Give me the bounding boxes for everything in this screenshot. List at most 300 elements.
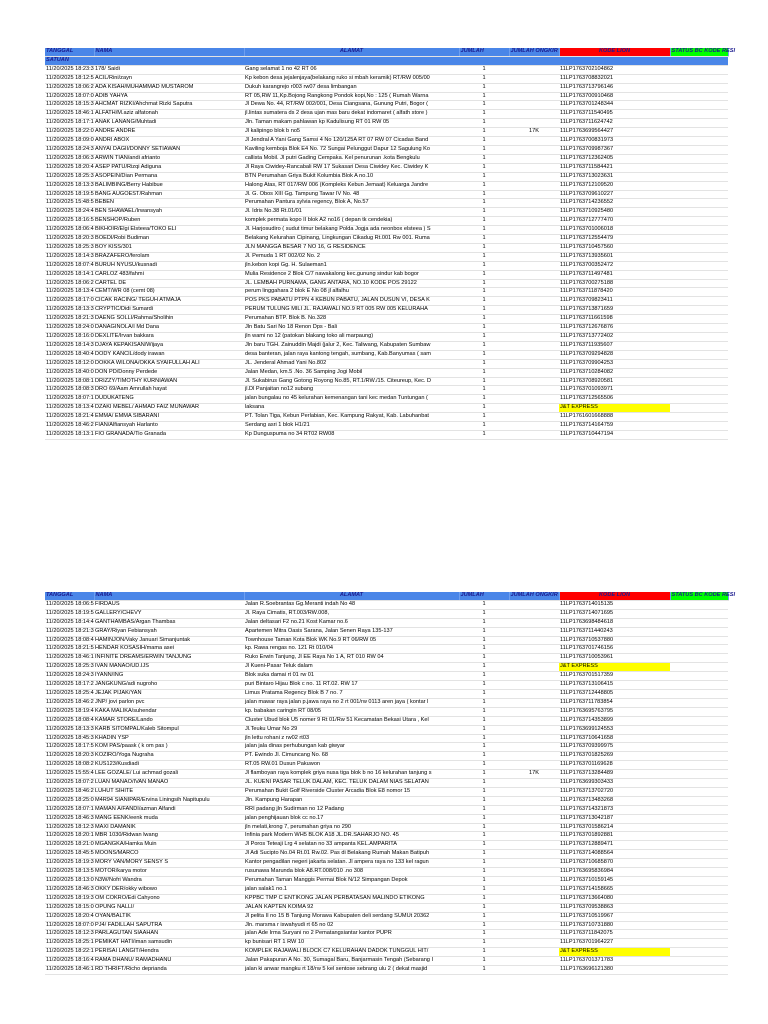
- cell-qty[interactable]: 1: [459, 672, 509, 681]
- cell-address[interactable]: Jln. marsma r iswahyudi rt 65 no 02: [244, 921, 459, 930]
- cell-code[interactable]: 11LP1763710519967: [559, 912, 670, 921]
- table-row[interactable]: [45, 707, 728, 716]
- cell-name[interactable]: FIRDAUS: [94, 600, 244, 609]
- cell-status[interactable]: [670, 663, 728, 672]
- cell-date[interactable]: 11/20/2025 15:55:4: [45, 770, 94, 779]
- cell-date[interactable]: 11/20/2025 18:13:3: [45, 725, 94, 734]
- cell-date[interactable]: 11/20/2025 18:20:1: [45, 832, 94, 841]
- cell-code[interactable]: 11LP1763713772402: [559, 333, 670, 342]
- cell-date[interactable]: 11/20/2025 18:24:4: [45, 208, 94, 217]
- cell-qty[interactable]: 1: [459, 430, 509, 439]
- cell-code[interactable]: 11LP1763711842075: [559, 930, 670, 939]
- cell-status[interactable]: [670, 83, 728, 92]
- cell-address[interactable]: Ruko Erwin Tanjung, Jl EE Raya No 1 A, RT 010 RW 04: [244, 654, 459, 663]
- cell-status[interactable]: [670, 199, 728, 208]
- cell-status[interactable]: [670, 306, 728, 315]
- cell-status[interactable]: [670, 725, 728, 734]
- cell-name[interactable]: RAMA DHANU/ RAMADHANU: [94, 957, 244, 966]
- cell-ongkir[interactable]: 17K: [509, 128, 559, 137]
- cell-status[interactable]: [670, 841, 728, 850]
- cell-ongkir[interactable]: [509, 199, 559, 208]
- cell-code[interactable]: 11LP1763711783854: [559, 698, 670, 707]
- cell-ongkir[interactable]: [509, 921, 559, 930]
- cell-status[interactable]: [670, 885, 728, 894]
- cell-ongkir[interactable]: [509, 930, 559, 939]
- cell-status[interactable]: [670, 252, 728, 261]
- cell-date[interactable]: 11/20/2025 18:20:4: [45, 163, 94, 172]
- cell-ongkir[interactable]: [509, 850, 559, 859]
- cell-qty[interactable]: 1: [459, 832, 509, 841]
- cell-address[interactable]: Jl. G. Obos XIII Gg. Tampung Tawar IV No. 48: [244, 190, 459, 199]
- cell-date[interactable]: 11/20/2025 18:25:1: [45, 939, 94, 948]
- cell-ongkir[interactable]: [509, 903, 559, 912]
- table-row[interactable]: [45, 859, 728, 868]
- cell-date[interactable]: 11/20/2025 18:07:2: [45, 779, 94, 788]
- cell-code[interactable]: 11LP1763709294828: [559, 350, 670, 359]
- cell-address[interactable]: Serdang asri 1 blok H1/21: [244, 422, 459, 431]
- cell-status[interactable]: [670, 288, 728, 297]
- cell-date[interactable]: 11/20/2025 18:12:5: [45, 74, 94, 83]
- cell-address[interactable]: jalan Ade Irma Suryani no 2 Pematangsiantar kantor PUPR: [244, 930, 459, 939]
- header-date[interactable]: TANGGAL: [45, 592, 94, 600]
- cell-code[interactable]: 11LP1763714071695: [559, 609, 670, 618]
- cell-address[interactable]: kp bunisari RT 1 RW 10: [244, 939, 459, 948]
- cell-address[interactable]: jln lettu rohani z rw02 rt03: [244, 734, 459, 743]
- cell-qty[interactable]: 1: [459, 636, 509, 645]
- cell-code[interactable]: 11LP1763714321873: [559, 805, 670, 814]
- cell-code[interactable]: 11LP1763700275188: [559, 279, 670, 288]
- cell-date[interactable]: 11/20/2025 18:17:1: [45, 119, 94, 128]
- cell-name[interactable]: ARWIN TIAN/andi afrianto: [94, 154, 244, 163]
- cell-name[interactable]: DEXLITE/Irvan bakkara: [94, 333, 244, 342]
- cell-address[interactable]: Kp kebon desa jejalenjaya(belakang ruko si mbah keramik) RT/RW 005/00: [244, 74, 459, 83]
- cell-code[interactable]: 11LP1763699124553: [559, 725, 670, 734]
- cell-name[interactable]: MOTOR/karya motor: [94, 868, 244, 877]
- cell-qty[interactable]: 1: [459, 948, 509, 957]
- cell-ongkir[interactable]: [509, 208, 559, 217]
- table-row[interactable]: [45, 868, 728, 877]
- table-row[interactable]: [45, 92, 728, 101]
- cell-name[interactable]: DRIZZY/TIMOTHY KURNIAWAN: [94, 377, 244, 386]
- cell-code[interactable]: 11LP1763709823411: [559, 297, 670, 306]
- cell-name[interactable]: KAMAR STORE/Lando: [94, 716, 244, 725]
- cell-address[interactable]: laksana: [244, 404, 459, 413]
- cell-status[interactable]: [670, 261, 728, 270]
- cell-address[interactable]: desa banteran, jalan raya kantong tengah, sumbang, Kab.Banyumas ( sam: [244, 350, 459, 359]
- cell-name[interactable]: KARB SITOMPAL/Kaleb Sitompul: [94, 725, 244, 734]
- cell-code[interactable]: 11LP1763712565506: [559, 395, 670, 404]
- table-row[interactable]: [45, 430, 728, 439]
- cell-date[interactable]: 11/20/2025 18:08:1: [45, 377, 94, 386]
- cell-ongkir[interactable]: [509, 422, 559, 431]
- cell-status[interactable]: [670, 707, 728, 716]
- cell-date[interactable]: 11/20/2025 18:46:3: [45, 885, 94, 894]
- table-row[interactable]: [45, 359, 728, 368]
- cell-date[interactable]: 11/20/2025 18:21:5: [45, 645, 94, 654]
- table-row[interactable]: [45, 279, 728, 288]
- cell-qty[interactable]: 1: [459, 850, 509, 859]
- cell-name[interactable]: CRYPTIC/Didi Sumardi: [94, 306, 244, 315]
- cell-ongkir[interactable]: [509, 725, 559, 734]
- cell-code[interactable]: 11LP1763710053961: [559, 654, 670, 663]
- cell-code[interactable]: 11LP1763713483268: [559, 796, 670, 805]
- cell-qty[interactable]: 1: [459, 190, 509, 199]
- cell-qty[interactable]: 1: [459, 734, 509, 743]
- cell-qty[interactable]: 1: [459, 716, 509, 725]
- cell-date[interactable]: 11/20/2025 18:19:5: [45, 609, 94, 618]
- cell-qty[interactable]: 1: [459, 217, 509, 226]
- table-row[interactable]: [45, 413, 728, 422]
- cell-ongkir[interactable]: [509, 270, 559, 279]
- cell-ongkir[interactable]: [509, 395, 559, 404]
- header-status[interactable]: STATUS BC KODE RESI: [670, 48, 728, 56]
- cell-date[interactable]: 11/20/2025 18:40:0: [45, 368, 94, 377]
- cell-date[interactable]: 11/20/2025 15:48:5: [45, 199, 94, 208]
- table-row[interactable]: [45, 324, 728, 333]
- cell-status[interactable]: [670, 145, 728, 154]
- cell-code[interactable]: 11LP1763708920581: [559, 377, 670, 386]
- cell-qty[interactable]: 1: [459, 609, 509, 618]
- cell-name[interactable]: MORY VAN/MORY SENSY S: [94, 859, 244, 868]
- header-status[interactable]: STATUS BC KODE RESI: [670, 592, 728, 600]
- cell-address[interactable]: jalan salak1 no.1: [244, 885, 459, 894]
- cell-date[interactable]: 11/20/2025 18:14:1: [45, 270, 94, 279]
- cell-status[interactable]: [670, 921, 728, 930]
- cell-qty[interactable]: 1: [459, 903, 509, 912]
- cell-name[interactable]: KOM PAS/paask ( k om pas ): [94, 743, 244, 752]
- cell-address[interactable]: jalan bungalau no 45 kelurahan kemenangan tani kec medan Tuntungan (: [244, 395, 459, 404]
- table-row[interactable]: [45, 698, 728, 707]
- cell-address[interactable]: Jln. Taman makam pahlawan kp Kadulisung RT 01 RW 05: [244, 119, 459, 128]
- table-row[interactable]: [45, 243, 728, 252]
- cell-code[interactable]: 11LP1763714164759: [559, 422, 670, 431]
- cell-code[interactable]: 11LP1763701169628: [559, 761, 670, 770]
- cell-address[interactable]: kp. Rawa rengas no. 121 Rt 010/04: [244, 645, 459, 654]
- cell-date[interactable]: 11/20/2025 18:17:5: [45, 743, 94, 752]
- cell-date[interactable]: 11/20/2025 18:46:2: [45, 422, 94, 431]
- table-row[interactable]: [45, 761, 728, 770]
- cell-name[interactable]: M4R94 SIANIPAR/Ervina Liningsih Napitupulu: [94, 796, 244, 805]
- cell-ongkir[interactable]: [509, 627, 559, 636]
- header-date[interactable]: TANGGAL: [45, 48, 94, 56]
- cell-ongkir[interactable]: [509, 681, 559, 690]
- cell-ongkir[interactable]: [509, 137, 559, 146]
- cell-status[interactable]: [670, 618, 728, 627]
- cell-address[interactable]: Jalan Pakapuran A No. 30, Sumagal Baru, Banjarmasin Tengah (Sebarang I: [244, 957, 459, 966]
- cell-address[interactable]: Jl. Sukabirus Gang Gotong Royong No.85, RT.1/RW./15. Citeureup, Kec. D: [244, 377, 459, 386]
- cell-ongkir[interactable]: [509, 368, 559, 377]
- cell-code[interactable]: 11LP1763695836984: [559, 868, 670, 877]
- cell-date[interactable]: 11/20/2025 18:19:4: [45, 707, 94, 716]
- cell-status[interactable]: [670, 297, 728, 306]
- table-row[interactable]: [45, 190, 728, 199]
- cell-code[interactable]: 11LP1763714236552: [559, 199, 670, 208]
- cell-address[interactable]: Cluster Ubud blok U5 nomer 9 Rt 01/Rw 51 Kecamatan Bekasi Utara , Kel: [244, 716, 459, 725]
- cell-code[interactable]: 11LP1763713796146: [559, 83, 670, 92]
- cell-qty[interactable]: 1: [459, 770, 509, 779]
- cell-status[interactable]: [670, 226, 728, 235]
- cell-address[interactable]: POS PKS PABATU PTPN 4 KEBUN PABATU, JALAN DUSUN VI, DESA K: [244, 297, 459, 306]
- cell-date[interactable]: 11/20/2025 18:06:3: [45, 154, 94, 163]
- cell-name[interactable]: BENSHOP/Ruben: [94, 217, 244, 226]
- cell-date[interactable]: 11/20/2025 18:46:3: [45, 814, 94, 823]
- cell-qty[interactable]: 1: [459, 368, 509, 377]
- cell-ongkir[interactable]: [509, 645, 559, 654]
- cell-date[interactable]: 11/20/2025 18:20:3: [45, 235, 94, 244]
- cell-address[interactable]: Gang selamat 1 no 42 RT 06: [244, 65, 459, 74]
- table-row[interactable]: [45, 930, 728, 939]
- cell-status[interactable]: [670, 654, 728, 663]
- cell-name[interactable]: PJ4/ FADILLAH SAPUTRA: [94, 921, 244, 930]
- cell-address[interactable]: jln wami no 12 (patokan blakang toko ali marpaung): [244, 333, 459, 342]
- cell-ongkir[interactable]: [509, 689, 559, 698]
- table-row[interactable]: [45, 957, 728, 966]
- cell-address[interactable]: Halong Atas, RT 017/RW 006 (Kompleks Kebun Jemaat) Keluarga Jandre: [244, 181, 459, 190]
- cell-code[interactable]: 11LP1763714158665: [559, 885, 670, 894]
- cell-name[interactable]: FIO GRANADA/Tio Granada: [94, 430, 244, 439]
- cell-address[interactable]: rusunawa Marunda blok A8.RT.008/010 .no 308: [244, 868, 459, 877]
- table-row[interactable]: [45, 787, 728, 796]
- cell-code[interactable]: 11LP1763710537880: [559, 636, 670, 645]
- table-row[interactable]: [45, 128, 728, 137]
- cell-name[interactable]: GRAY/Riyan Febiansyah: [94, 627, 244, 636]
- cell-name[interactable]: ANDRE ANDRE: [94, 128, 244, 137]
- cell-status[interactable]: [670, 939, 728, 948]
- table-row[interactable]: [45, 341, 728, 350]
- cell-name[interactable]: DOKKA WILONA/OKKA SYAIFULLAH ALI: [94, 359, 244, 368]
- cell-ongkir[interactable]: [509, 796, 559, 805]
- cell-ongkir[interactable]: [509, 181, 559, 190]
- cell-qty[interactable]: 1: [459, 912, 509, 921]
- cell-qty[interactable]: 1: [459, 377, 509, 386]
- cell-ongkir[interactable]: [509, 279, 559, 288]
- cell-name[interactable]: HENDAR KOSASIH/mama asei: [94, 645, 244, 654]
- cell-qty[interactable]: 1: [459, 877, 509, 886]
- cell-address[interactable]: Apartemen Mitra Oasis Sarana, Jalan Senen Raya 135-137: [244, 627, 459, 636]
- cell-status[interactable]: [670, 395, 728, 404]
- cell-status[interactable]: [670, 796, 728, 805]
- cell-status[interactable]: [670, 645, 728, 654]
- cell-qty[interactable]: 1: [459, 894, 509, 903]
- cell-status[interactable]: [670, 930, 728, 939]
- cell-name[interactable]: EMMA/ EMMA SIBARANI: [94, 413, 244, 422]
- cell-address[interactable]: Mulia Residence 2 Blok C/7 nawakalong kec.gunung sindur kab bogor: [244, 270, 459, 279]
- cell-name[interactable]: DZAKI MEBEL/ AHMAD FAIZ MUNAWAR: [94, 404, 244, 413]
- cell-status[interactable]: [670, 154, 728, 163]
- cell-date[interactable]: 11/20/2025 18:46:1: [45, 110, 94, 119]
- cell-qty[interactable]: 1: [459, 333, 509, 342]
- cell-qty[interactable]: 1: [459, 413, 509, 422]
- cell-status[interactable]: [670, 609, 728, 618]
- cell-qty[interactable]: 1: [459, 226, 509, 235]
- cell-name[interactable]: ADA KISAH/MUHAMMAD MUSTAROM: [94, 83, 244, 92]
- cell-address[interactable]: JLN MANGGA BESAR 7 NO 16, G RESIDENCE: [244, 243, 459, 252]
- table-row[interactable]: [45, 600, 728, 609]
- cell-code[interactable]: 11LP1763711661598: [559, 315, 670, 324]
- cell-address[interactable]: Jl. Idris No.38 Rt.01/01: [244, 208, 459, 217]
- cell-date[interactable]: 11/20/2025 18:23:3: [45, 65, 94, 74]
- cell-status[interactable]: [670, 859, 728, 868]
- cell-code[interactable]: 11LP1763701006018: [559, 226, 670, 235]
- cell-status[interactable]: [670, 779, 728, 788]
- cell-date[interactable]: 11/20/2025 18:14:3: [45, 252, 94, 261]
- cell-address[interactable]: jln.kebon kopi Gg. H. Sulaeman1: [244, 261, 459, 270]
- cell-name[interactable]: JANGKUNG/adi nugroho: [94, 681, 244, 690]
- cell-ongkir[interactable]: [509, 226, 559, 235]
- cell-code[interactable]: 11LP1763711497481: [559, 270, 670, 279]
- cell-qty[interactable]: 1: [459, 128, 509, 137]
- cell-name[interactable]: GANTHAMBAS/Argan Thambas: [94, 618, 244, 627]
- cell-qty[interactable]: 1: [459, 235, 509, 244]
- cell-address[interactable]: jalan mawar raya jalan p.jawa raya no 2 rt 001/rw 0113 aren jaya ( kontar l: [244, 698, 459, 707]
- cell-qty[interactable]: 1: [459, 270, 509, 279]
- table-row[interactable]: [45, 101, 728, 110]
- cell-status[interactable]: [670, 217, 728, 226]
- cell-qty[interactable]: 1: [459, 110, 509, 119]
- cell-code[interactable]: 11LP1763710641658: [559, 734, 670, 743]
- cell-status[interactable]: [670, 386, 728, 395]
- cell-qty[interactable]: 1: [459, 752, 509, 761]
- cell-name[interactable]: RD THRIFT/Richo deprianda: [94, 966, 244, 975]
- cell-date[interactable]: 11/20/2025 18:08:4: [45, 636, 94, 645]
- cell-status[interactable]: [670, 315, 728, 324]
- cell-name[interactable]: DJAYA KEPAKISAN/Wijaya: [94, 341, 244, 350]
- cell-ongkir[interactable]: [509, 235, 559, 244]
- cell-qty[interactable]: 1: [459, 814, 509, 823]
- cell-date[interactable]: 11/20/2025 18:06:4: [45, 226, 94, 235]
- cell-status[interactable]: [670, 716, 728, 725]
- cell-code[interactable]: 11LP1763711935607: [559, 341, 670, 350]
- cell-qty[interactable]: 1: [459, 841, 509, 850]
- cell-ongkir[interactable]: 17K: [509, 770, 559, 779]
- cell-name[interactable]: IYANN/ING: [94, 672, 244, 681]
- cell-address[interactable]: PT. Ewindo Jl. Cimuncang No. 68: [244, 752, 459, 761]
- table-row[interactable]: [45, 288, 728, 297]
- cell-status[interactable]: [670, 422, 728, 431]
- cell-date[interactable]: 11/20/2025 18:13:3: [45, 181, 94, 190]
- table-row[interactable]: [45, 422, 728, 431]
- cell-address[interactable]: BTN Perumahan Griya Bukit Kolumbia Blok A no.10: [244, 172, 459, 181]
- cell-code[interactable]: 11LP1763714015135: [559, 600, 670, 609]
- cell-ongkir[interactable]: [509, 154, 559, 163]
- table-row[interactable]: [45, 172, 728, 181]
- cell-name[interactable]: AHCMAT RIZKI/Ahchmat Rizki Saputra: [94, 101, 244, 110]
- cell-code[interactable]: 11LP1763711624742: [559, 119, 670, 128]
- cell-code[interactable]: 11LP1763710284082: [559, 368, 670, 377]
- cell-code[interactable]: 11LP1763698484618: [559, 618, 670, 627]
- cell-date[interactable]: 11/20/2025 18:19:3: [45, 894, 94, 903]
- cell-date[interactable]: 11/20/2025 18:13:5: [45, 868, 94, 877]
- cell-ongkir[interactable]: [509, 885, 559, 894]
- cell-date[interactable]: 11/20/2025 18:12:3: [45, 930, 94, 939]
- cell-code[interactable]: 11LP1763701517359: [559, 672, 670, 681]
- cell-name[interactable]: KUS123/Kusdiadi: [94, 761, 244, 770]
- cell-date[interactable]: 11/20/2025 18:07:4: [45, 261, 94, 270]
- table-row[interactable]: [45, 83, 728, 92]
- table-row[interactable]: [45, 404, 728, 413]
- cell-address[interactable]: Jl. Harjosudiro ( sudut timur belakang Polda Jogja ada neonbox elsteea ) S: [244, 226, 459, 235]
- cell-status[interactable]: [670, 279, 728, 288]
- table-row[interactable]: [45, 850, 728, 859]
- cell-qty[interactable]: 1: [459, 145, 509, 154]
- cell-code[interactable]: 11LP1763701964227: [559, 939, 670, 948]
- cell-address[interactable]: KPPBC TMP C ENTIKONG JALAN PERBATASAN MALINDO ETIKONG: [244, 894, 459, 903]
- table-row[interactable]: [45, 663, 728, 672]
- cell-code[interactable]: J&T EXPRESS: [559, 948, 670, 957]
- cell-date[interactable]: 11/20/2025 18:45:3: [45, 734, 94, 743]
- table-row[interactable]: [45, 894, 728, 903]
- cell-qty[interactable]: 1: [459, 288, 509, 297]
- cell-name[interactable]: PERISAI LANGIT/Hendra: [94, 948, 244, 957]
- cell-date[interactable]: 11/20/2025 18:22:1: [45, 948, 94, 957]
- cell-status[interactable]: [670, 948, 728, 957]
- cell-name[interactable]: CARTEL DE: [94, 279, 244, 288]
- cell-qty[interactable]: 1: [459, 422, 509, 431]
- cell-status[interactable]: [670, 600, 728, 609]
- cell-code[interactable]: 11LP1763709610227: [559, 190, 670, 199]
- cell-code[interactable]: 11LP1763710457560: [559, 243, 670, 252]
- cell-code[interactable]: 11LP1763713106415: [559, 681, 670, 690]
- cell-ongkir[interactable]: [509, 413, 559, 422]
- cell-name[interactable]: DRO 69/Aam Amrullah hayat: [94, 386, 244, 395]
- cell-qty[interactable]: 1: [459, 823, 509, 832]
- table-row[interactable]: [45, 395, 728, 404]
- cell-ongkir[interactable]: [509, 707, 559, 716]
- cell-code[interactable]: 11LP1763709399975: [559, 743, 670, 752]
- cell-status[interactable]: [670, 128, 728, 137]
- cell-ongkir[interactable]: [509, 609, 559, 618]
- cell-name[interactable]: BANG AUGOEST/Rahman: [94, 190, 244, 199]
- cell-name[interactable]: IVAN MANAO/UD.IJS: [94, 663, 244, 672]
- cell-code[interactable]: 11LP1763696121380: [559, 966, 670, 975]
- cell-status[interactable]: [670, 270, 728, 279]
- cell-ongkir[interactable]: [509, 217, 559, 226]
- cell-code[interactable]: 11LP1763700910468: [559, 92, 670, 101]
- cell-qty[interactable]: 1: [459, 787, 509, 796]
- cell-address[interactable]: Belakang Kelurahan Cipinang, Lingkungan Cikadug Rt.001 Rw 001. Ruma: [244, 235, 459, 244]
- cell-name[interactable]: MANG EENK/eenk muda: [94, 814, 244, 823]
- cell-qty[interactable]: 1: [459, 359, 509, 368]
- cell-address[interactable]: puri Bintaro Hijau Blok c no. 11 RT.02. RW 17: [244, 681, 459, 690]
- cell-status[interactable]: [670, 689, 728, 698]
- cell-code[interactable]: 11LP1763699564427: [559, 128, 670, 137]
- cell-ongkir[interactable]: [509, 386, 559, 395]
- table-row[interactable]: [45, 65, 728, 74]
- cell-address[interactable]: Jl Jendral A Yani Gang Samsi 4 No 120/125A RT 07 RW 07 Cicadas Band: [244, 137, 459, 146]
- cell-date[interactable]: 11/20/2025 18:46:2: [45, 698, 94, 707]
- cell-ongkir[interactable]: [509, 841, 559, 850]
- cell-ongkir[interactable]: [509, 315, 559, 324]
- table-row[interactable]: [45, 725, 728, 734]
- cell-name[interactable]: ASOPEIN/Dian Permana: [94, 172, 244, 181]
- cell-address[interactable]: Infinia park Modern WH5 BLOK A18 JL.DR.SAHARJO NO. 45: [244, 832, 459, 841]
- cell-ongkir[interactable]: [509, 74, 559, 83]
- table-row[interactable]: [45, 672, 728, 681]
- cell-name[interactable]: PARLAGUTAN SIAAHAN: [94, 930, 244, 939]
- table-row[interactable]: [45, 74, 728, 83]
- cell-name[interactable]: LUHUT SIHITE: [94, 787, 244, 796]
- cell-name[interactable]: MOONS/MARCO: [94, 850, 244, 859]
- cell-ongkir[interactable]: [509, 939, 559, 948]
- cell-qty[interactable]: 1: [459, 341, 509, 350]
- cell-code[interactable]: 11LP1763713042187: [559, 814, 670, 823]
- cell-address[interactable]: Jl pelita II no 15 B Tanjung Morawa Kabupaten deli serdang SUMUt 20362: [244, 912, 459, 921]
- cell-date[interactable]: 11/20/2025 18:07:0: [45, 921, 94, 930]
- cell-ongkir[interactable]: [509, 663, 559, 672]
- cell-code[interactable]: 11LP1763713023631: [559, 172, 670, 181]
- cell-ongkir[interactable]: [509, 172, 559, 181]
- cell-qty[interactable]: 1: [459, 957, 509, 966]
